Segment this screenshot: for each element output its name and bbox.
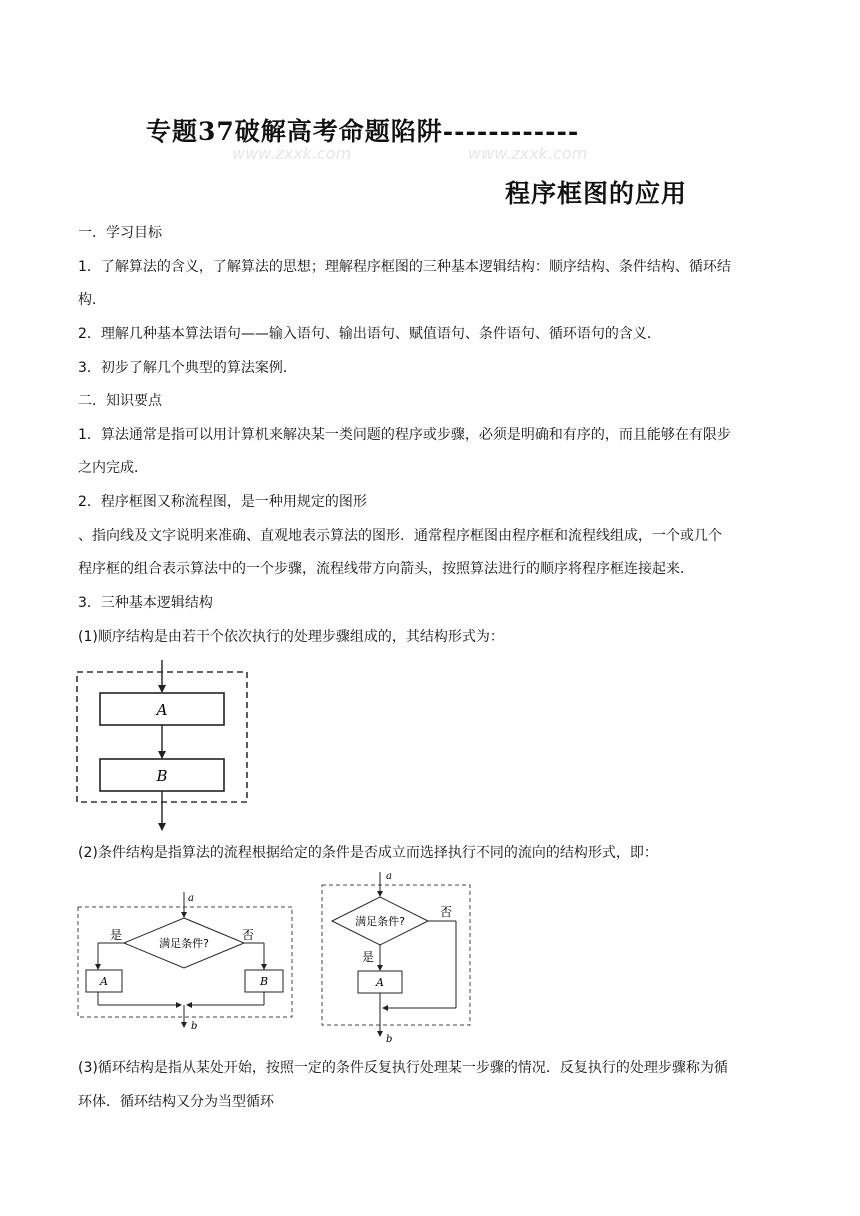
section-heading-knowledge: 二．知识要点 (78, 393, 162, 409)
exit-label: b (386, 1034, 393, 1045)
page-subtitle: 程序框图的应用 (505, 179, 688, 208)
box-a-label: A (156, 701, 168, 719)
paragraph-line: 、指向线及文字说明来准确、直观地表示算法的图形．通常程序框图由程序框和流程线组成，一个或几个 (78, 528, 722, 544)
no-label: 否 (440, 905, 453, 919)
paragraph-line: 1．算法通常是指可以用计算机来解决某一类问题的程序或步骤，必须是明确和有序的，而且能够在有限步 (78, 427, 731, 443)
box-b-label: B (156, 767, 168, 785)
page-title: 专题37破解高考命题陷阱------------ (146, 117, 580, 146)
yes-label: 是 (110, 928, 123, 942)
paragraph-line: 2．程序框图又称流程图，是一种用规定的图形 (78, 494, 367, 510)
paragraph-line: (2)条件结构是指算法的流程根据给定的条件是否成立而选择执行不同的流向的结构形式，即： (78, 845, 658, 861)
paragraph-line: 环体．循环结构又分为当型循环 (78, 1094, 274, 1110)
decision-label: 满足条件? (159, 937, 209, 950)
no-label: 否 (242, 928, 255, 942)
yes-label: 是 (362, 950, 375, 964)
box-a-label: A (100, 975, 108, 988)
box-b-label: B (259, 975, 269, 988)
condition-structure-diagram-1 (74, 877, 294, 1037)
paragraph-line: (1)顺序结构是由若干个依次执行的处理步骤组成的，其结构形式为： (78, 629, 504, 645)
paragraph-line: 2．理解几种基本算法语句——输入语句、输出语句、赋值语句、条件语句、循环语句的含义． (78, 326, 661, 342)
decision-label: 满足条件? (355, 915, 405, 928)
entry-label: a (188, 893, 194, 904)
watermark-2: www.zxxk.com (468, 144, 588, 163)
entry-label: a (386, 871, 392, 882)
exit-label: b (191, 1021, 198, 1032)
paragraph-line: 之内完成． (78, 460, 148, 476)
watermark-1: www.zxxk.com (232, 144, 352, 163)
paragraph-line: (3)循环结构是指从某处开始，按照一定的条件反复执行处理某一步骤的情况．反复执行的处理步骤称为循 (78, 1060, 728, 1076)
sequence-structure-diagram (70, 660, 255, 835)
paragraph-line: 程序框的组合表示算法中的一个步骤，流程线带方向箭头，按照算法进行的顺序将程序框连接起来． (78, 561, 694, 577)
box-a-label: A (376, 976, 384, 989)
paragraph-line: 3．初步了解几个典型的算法案例． (78, 360, 297, 376)
paragraph-line: 构． (78, 292, 106, 308)
paragraph-line: 1．了解算法的含义，了解算法的思想；理解程序框图的三种基本逻辑结构：顺序结构、条件结构、循环结 (78, 259, 731, 275)
paragraph-line: 3．三种基本逻辑结构 (78, 595, 213, 611)
condition-structure-diagram-2 (318, 866, 478, 1051)
section-heading-goals: 一．学习目标 (78, 225, 162, 241)
